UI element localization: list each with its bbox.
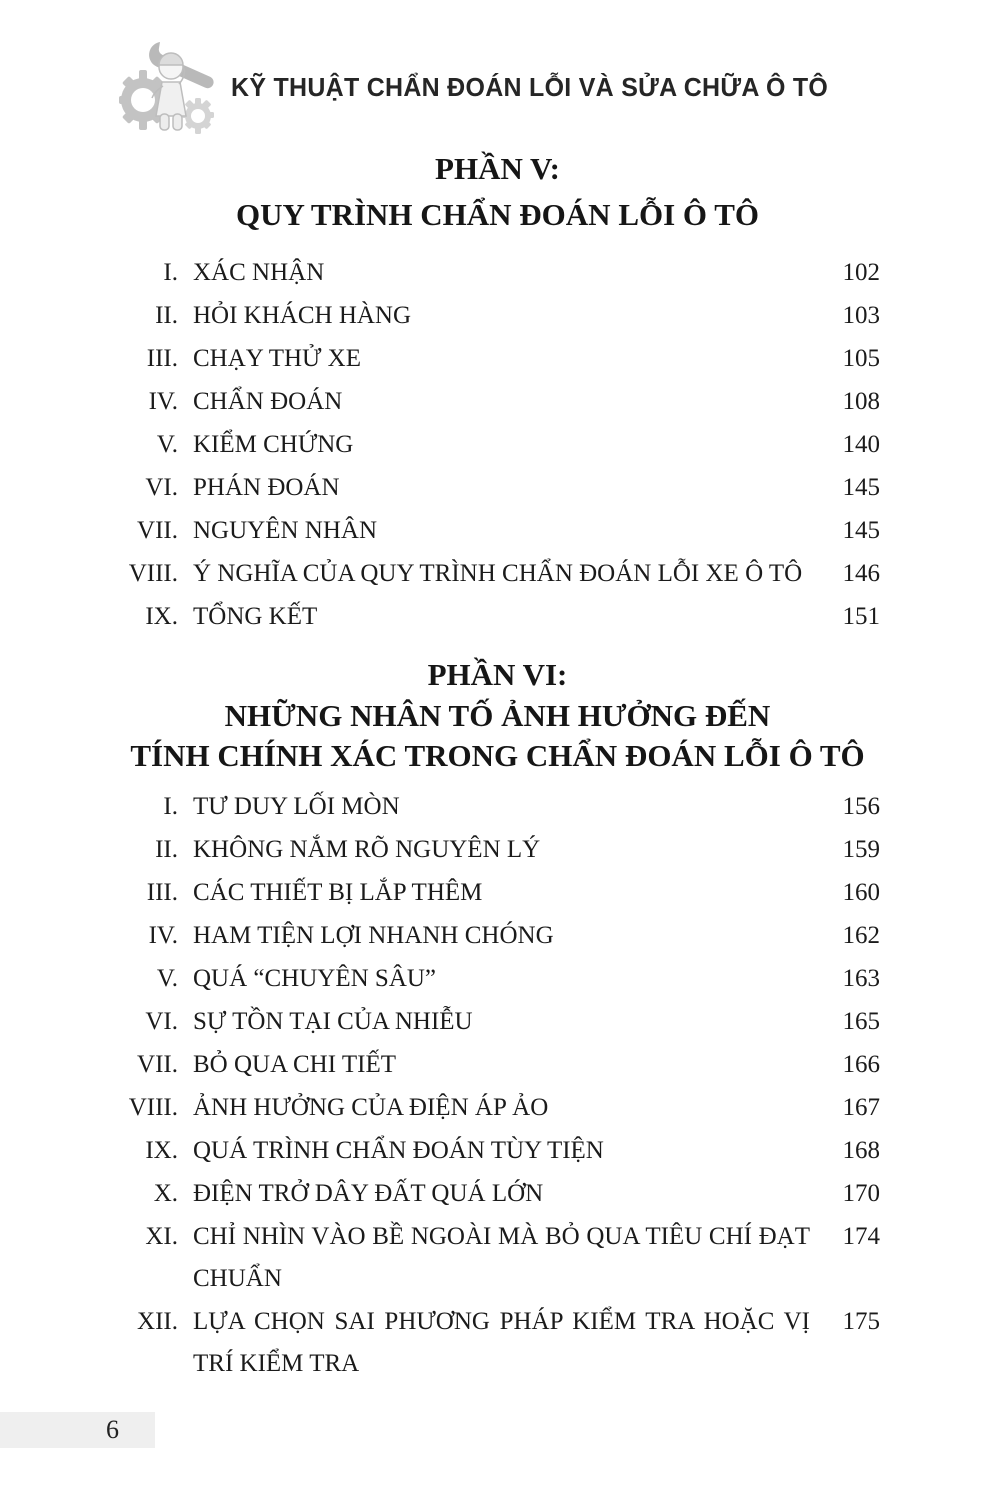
toc-entry-numeral: X. bbox=[153, 1180, 178, 1207]
toc-entry bbox=[115, 786, 880, 828]
toc-entry bbox=[115, 252, 880, 294]
toc-entry bbox=[115, 424, 880, 466]
toc-entry-title: KIỂM CHỨNG bbox=[193, 431, 354, 458]
toc-entry bbox=[115, 467, 880, 509]
toc-entry-title: ẢNH HƯỞNG CỦA ĐIỆN ÁP ẢO bbox=[193, 1094, 549, 1121]
toc-entry-page: 102 bbox=[842, 259, 880, 286]
toc-entry-title: PHÁN ĐOÁN bbox=[193, 474, 340, 501]
toc-entry-page: 145 bbox=[842, 517, 880, 544]
toc-entry-page: 175 bbox=[842, 1308, 880, 1335]
toc-entry-page: 166 bbox=[842, 1051, 880, 1078]
toc-entry-title: CHẨN ĐOÁN bbox=[193, 388, 343, 415]
toc-entry-title: Ý NGHĨA CỦA QUY TRÌNH CHẨN ĐOÁN LỖI XE Ô TÔ bbox=[193, 560, 803, 587]
toc-entry-title: SỰ TỒN TẠI CỦA NHIỄU bbox=[193, 1008, 473, 1035]
section-heading: PHẦN V: bbox=[435, 151, 560, 186]
toc-list bbox=[115, 786, 880, 1385]
toc-entry-numeral: I. bbox=[163, 793, 178, 820]
toc-entry-page: 105 bbox=[842, 345, 880, 372]
toc-entry-numeral: IV. bbox=[148, 388, 178, 415]
toc-entry-title: QUÁ TRÌNH CHẨN ĐOÁN TÙY TIỆN bbox=[193, 1137, 604, 1164]
toc-entry bbox=[115, 1216, 880, 1300]
toc-entry bbox=[115, 1001, 880, 1043]
toc-entry bbox=[115, 1173, 880, 1215]
toc-entry bbox=[115, 295, 880, 337]
toc-entry-page: 159 bbox=[842, 836, 880, 863]
page-header bbox=[0, 0, 1000, 150]
toc-entry-numeral: II. bbox=[155, 836, 178, 863]
toc-entry-title: NGUYÊN NHÂN bbox=[193, 517, 378, 544]
toc-entry-numeral: III. bbox=[146, 879, 178, 906]
section-subtitle: QUY TRÌNH CHẨN ĐOÁN LỖI Ô TÔ bbox=[235, 197, 760, 232]
toc-entry-numeral: VIII. bbox=[128, 560, 178, 587]
toc-section-vi bbox=[115, 654, 880, 1385]
toc-entry-numeral: XI. bbox=[145, 1223, 178, 1250]
toc-entry-numeral: VIII. bbox=[128, 1094, 178, 1121]
toc-entry-numeral: VI. bbox=[145, 1008, 178, 1035]
section-subtitle: TÍNH CHÍNH XÁC TRONG CHẨN ĐOÁN LỖI Ô TÔ bbox=[130, 738, 865, 773]
toc-entry bbox=[115, 1130, 880, 1172]
toc-entry-page: 103 bbox=[842, 302, 880, 329]
toc-entry-title: TƯ DUY LỐI MÒN bbox=[193, 793, 400, 820]
toc-entry-title: KHÔNG NẮM RÕ NGUYÊN LÝ bbox=[193, 836, 541, 863]
section-heading: PHẦN VI: bbox=[427, 657, 568, 692]
mechanic-mascot-icon bbox=[110, 38, 232, 140]
toc-entry-page: 156 bbox=[842, 793, 880, 820]
toc-entry-title: XÁC NHẬN bbox=[193, 259, 325, 286]
table-of-contents bbox=[115, 146, 880, 1386]
toc-entry-page: 151 bbox=[842, 603, 880, 630]
toc-entry bbox=[115, 872, 880, 914]
toc-entry-page: 108 bbox=[842, 388, 880, 415]
toc-entry-page: 167 bbox=[842, 1094, 880, 1121]
toc-entry bbox=[115, 958, 880, 1000]
toc-entry bbox=[115, 1301, 880, 1385]
toc-entry-numeral: IX. bbox=[145, 1137, 178, 1164]
toc-entry-numeral: IX. bbox=[145, 603, 178, 630]
toc-entry-page: 140 bbox=[842, 431, 880, 458]
toc-entry-title: BỎ QUA CHI TIẾT bbox=[193, 1051, 397, 1078]
toc-list bbox=[115, 252, 880, 638]
toc-entry-numeral: V. bbox=[156, 431, 178, 458]
toc-entry-page: 174 bbox=[842, 1223, 880, 1250]
toc-entry bbox=[115, 1087, 880, 1129]
toc-entry-title: ĐIỆN TRỞ DÂY ĐẤT QUÁ LỚN bbox=[193, 1180, 544, 1207]
page-number: 6 bbox=[106, 1415, 119, 1444]
toc-entry-numeral: II. bbox=[155, 302, 178, 329]
toc-entry-numeral: VII. bbox=[137, 1051, 178, 1078]
toc-entry bbox=[115, 381, 880, 423]
toc-entry bbox=[115, 829, 880, 871]
toc-entry-page: 145 bbox=[842, 474, 880, 501]
toc-entry-numeral: VII. bbox=[137, 517, 178, 544]
toc-entry-page: 163 bbox=[842, 965, 880, 992]
toc-entry-title: LỰA CHỌN SAI PHƯƠNG PHÁP KIỂM TRA HOẶC VỊ TRÍ KIỂM TRA bbox=[193, 1308, 810, 1377]
toc-entry-page: 165 bbox=[842, 1008, 880, 1035]
toc-entry-numeral: I. bbox=[163, 259, 178, 286]
toc-entry bbox=[115, 596, 880, 638]
toc-entry-numeral: IV. bbox=[148, 922, 178, 949]
toc-entry-title: CÁC THIẾT BỊ LẮP THÊM bbox=[193, 879, 483, 906]
toc-entry-numeral: VI. bbox=[145, 474, 178, 501]
toc-entry-page: 168 bbox=[842, 1137, 880, 1164]
toc-entry-title: CHỈ NHÌN VÀO BỀ NGOÀI MÀ BỎ QUA TIÊU CHÍ ĐẠT CHUẨN bbox=[193, 1223, 810, 1292]
toc-entry-title: HỎI KHÁCH HÀNG bbox=[193, 302, 412, 329]
section-subtitle: NHỮNG NHÂN TỐ ẢNH HƯỞNG ĐẾN bbox=[224, 698, 771, 733]
toc-entry-page: 160 bbox=[842, 879, 880, 906]
toc-entry-numeral: III. bbox=[146, 345, 178, 372]
book-title: KỸ THUẬT CHẨN ĐOÁN LỖI VÀ SỬA CHỮA Ô TÔ bbox=[231, 72, 829, 102]
footer-page-bar bbox=[0, 1412, 155, 1448]
toc-entry-title: HAM TIỆN LỢI NHANH CHÓNG bbox=[193, 922, 554, 949]
toc-entry-numeral: V. bbox=[156, 965, 178, 992]
toc-entry-title: CHẠY THỬ XE bbox=[193, 345, 362, 372]
toc-entry-page: 146 bbox=[842, 560, 880, 587]
toc-entry bbox=[115, 553, 880, 595]
toc-entry-page: 162 bbox=[842, 922, 880, 949]
toc-entry bbox=[115, 1044, 880, 1086]
toc-entry bbox=[115, 338, 880, 380]
toc-entry-page: 170 bbox=[842, 1180, 880, 1207]
toc-entry-title: TỔNG KẾT bbox=[193, 603, 318, 630]
toc-entry-numeral: XII. bbox=[137, 1308, 178, 1335]
toc-entry bbox=[115, 915, 880, 957]
toc-entry bbox=[115, 510, 880, 552]
toc-section-v bbox=[115, 146, 880, 638]
toc-entry-title: QUÁ “CHUYÊN SÂU” bbox=[193, 965, 437, 992]
